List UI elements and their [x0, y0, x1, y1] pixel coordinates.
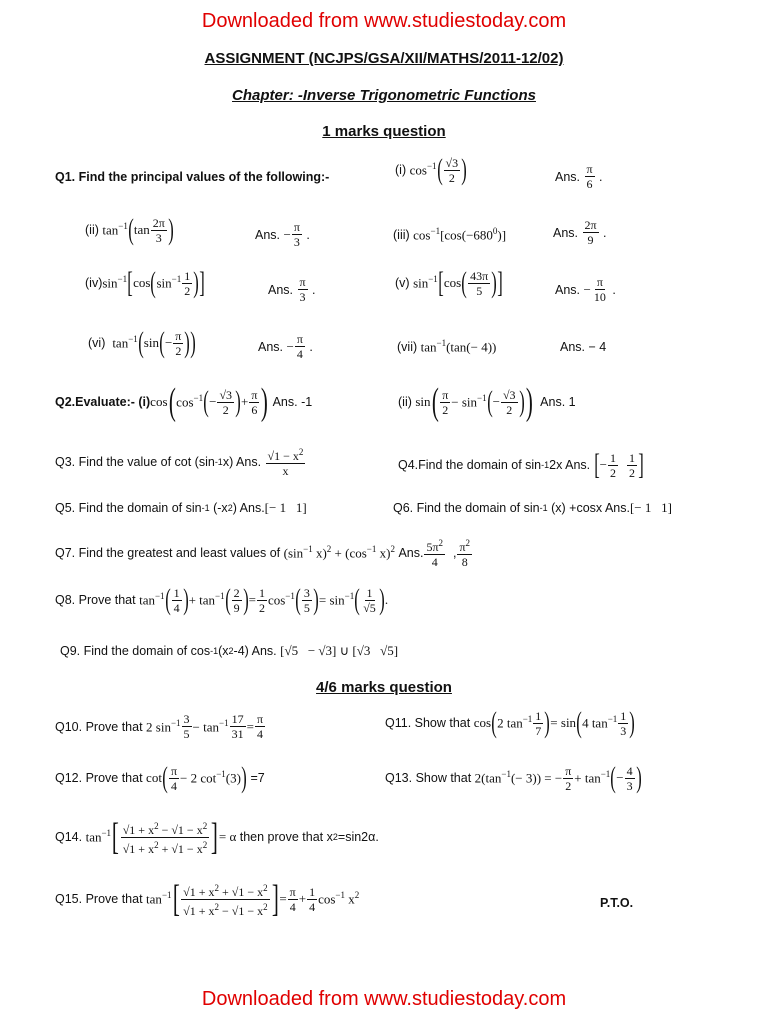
- question-3: Q3. Find the value of cot (sin -1 x) Ans. $\frac{√1 - x^2}{x}$: [55, 447, 304, 478]
- q1-ii-label: (ii): [85, 223, 99, 237]
- answer-label: Ans.: [268, 282, 294, 297]
- section-4-6-marks: 4/6 marks question: [316, 679, 452, 696]
- q9-label-c: -4) Ans.: [233, 644, 277, 658]
- q6-label-b: (x) +cosx Ans.: [551, 501, 630, 515]
- q1-i-label: (i): [395, 163, 407, 177]
- q1-v: (v) $\sin^{-1}$ [ cos ( $\frac{43\pi}{5}$ ) ]: [395, 266, 503, 299]
- chapter-title: Chapter: -Inverse Trigonometric Functions: [232, 87, 536, 104]
- q2-i-answer: Ans. -1: [272, 395, 313, 409]
- q1-iii-label: (iii): [393, 227, 410, 242]
- question-6: Q6. Find the domain of sin -1 (x) +cosx Ans. [− 1 1]: [393, 500, 672, 515]
- answer-label: Ans.: [555, 282, 581, 297]
- q12-label: Q12. Prove that: [55, 771, 143, 785]
- question-5: Q5. Find the domain of sin -1 (-x 2 ) Ans. [− 1 1]: [55, 500, 307, 515]
- q1-vi-label: (vi): [88, 336, 106, 350]
- answer-label: Ans.: [553, 225, 579, 240]
- q1-iv: (iv) $\sin^{-1}$ [ cos ( $\sin^{-1}$ $\frac{1}{2}$ ) ]: [85, 266, 205, 299]
- q1-vii: (vii) $\tan^{-1}(\tan(- 4))$: [397, 338, 497, 355]
- q1-vii-answer: Ans. − 4: [560, 340, 607, 354]
- q2-ii-label: (ii): [398, 395, 412, 409]
- q11-label: Q11. Show that: [385, 716, 471, 730]
- assignment-title: ASSIGNMENT (NCJPS/GSA/XII/MATHS/2011-12/02): [204, 50, 564, 67]
- q5-label-c: ) Ans.: [232, 501, 265, 515]
- download-banner-bottom: Downloaded from www.studiestoday.com: [201, 988, 567, 1010]
- q1-iv-answer: Ans. $\frac{\pi}{3}$ .: [268, 275, 316, 304]
- q7-answer-label: Ans.: [398, 545, 424, 560]
- question-10: Q10. Prove that 2 $\sin^{-1}$ $\frac{3}{5}$ − $\tan^{-1}$ $\frac{17}{31}$ = $\frac{\pi}{4}$: [55, 712, 263, 741]
- question-4: Q4.Find the domain of sin -1 2x Ans. [ − $\frac{1}{2}$ $\frac{1}{2}$ ]: [398, 448, 644, 481]
- q5-label-b: (-x: [213, 501, 228, 515]
- section-1-marks: 1 marks question: [322, 123, 446, 140]
- q3-label-b: x) Ans.: [222, 454, 262, 469]
- q2-ii-answer: Ans. 1: [540, 395, 576, 409]
- q1-ii: (ii) $\tan^{-1}$ ( tan $\frac{2\pi}{3}$ ): [85, 213, 174, 246]
- q2-ii: (ii) sin ( $\frac{\pi}{2}$ − $\sin^{-1}$ ( − $\frac{√3}{2}$ ) ) Ans. 1: [398, 381, 576, 423]
- q1-v-answer: Ans. − $\frac{\pi}{10}$ .: [555, 275, 616, 304]
- pto-note: P.T.O.: [600, 896, 634, 910]
- q1-ii-answer: Ans. − $\frac{\pi}{3}$ .: [255, 220, 310, 249]
- q1-vi: (vi) $\tan^{-1}$ ( sin ( − $\frac{\pi}{2}$ ) ): [88, 326, 197, 359]
- q14-label-c: =sin2α.: [337, 830, 379, 844]
- q1-iv-label: (iv): [85, 276, 103, 290]
- q1-vii-label: (vii): [397, 339, 418, 354]
- q1-iii: (iii) $\cos^{-1}[\cos(-680^0)]$: [393, 226, 507, 243]
- q1-i-answer: Ans. $\frac{\pi}{6}$ .: [555, 162, 603, 191]
- q14-label-b: then prove that x: [239, 830, 333, 844]
- q13-label: Q13. Show that: [385, 771, 472, 785]
- question-7: Q7. Find the greatest and least values of ($\sin^{-1}$ $x)^2 + (\cos^{-1}$ x)$^2$ Ans. $\frac{5\pi^2}{4}$ , $\frac{\pi^2}{8}$: [55, 538, 471, 569]
- q1-i: (i) $\cos^{-1}$ ( $\frac{√3}{2}$ ): [395, 153, 467, 186]
- q14-label: Q14.: [55, 830, 83, 844]
- question-11: Q11. Show that cos ( 2 $\tan^{-1}$ $\frac{1}{7}$ ) = sin ( 4 $\tan^{-1}$ $\frac{1}{3}$ ): [385, 706, 636, 739]
- question-9: Q9. Find the domain of cos -1 (x 2 -4) Ans. [√5 − √3] ∪ [√3 √5]: [60, 643, 399, 658]
- q1-v-label: (v): [395, 276, 410, 290]
- question-1: Q1. Find the principal values of the following:-: [55, 170, 330, 184]
- q6-label: Q6. Find the domain of sin: [393, 501, 540, 515]
- q9-label-b: (x: [218, 644, 229, 658]
- question-8: Q8. Prove that $\tan^{-1}$ ( $\frac{1}{4}$ ) + $\tan^{-1}$ ( $\frac{2}{9}$ ) = $\frac{1}{2}$ $\cos^{-1}$ ( $\frac{3}{5}$ ) = $\sin^{-1}$ ( $\frac{1}{√5}$ ) .: [55, 583, 389, 616]
- q8-label: Q8. Prove that: [55, 593, 136, 607]
- q1-iii-answer: Ans. $\frac{2\pi}{9}$ .: [553, 218, 607, 247]
- question-2: Q2.Evaluate:- (i) cos ( $\cos^{-1}$ ( − $\frac{√3}{2}$ ) + $\frac{\pi}{6}$ ) Ans. -1: [55, 381, 313, 423]
- answer-label: Ans.: [555, 169, 581, 184]
- q5-label: Q5. Find the domain of sin: [55, 501, 202, 515]
- q15-label: Q15. Prove that: [55, 892, 143, 906]
- q9-label: Q9. Find the domain of cos: [60, 644, 211, 658]
- q12-equals: =7: [250, 771, 265, 785]
- q7-label: Q7. Find the greatest and least values of: [55, 545, 281, 560]
- question-12: Q12. Prove that cot ( $\frac{\pi}{4}$ − 2 $\cot^{-1}(3)$ ) =7: [55, 761, 265, 794]
- question-13: Q13. Show that $2(\tan^{-1}(- 3))$ = − $\frac{\pi}{2}$ + $\tan^{-1}$ ( − $\frac{4}{3}$ ): [385, 761, 642, 794]
- question-15: Q15. Prove that $\tan^{-1}$ [ $\frac{√1 + x^2 + √1 - x^2}{√1 + x^2 - √1 - x^2}$ ] = $\frac{\pi}{4}$ + $\frac{1}{4}$ $\cos^{-1} x^2$: [55, 878, 360, 920]
- question-14: Q14. $\tan^{-1}$ [ $\frac{√1 + x^2 - √1 - x^2}{√1 + x^2 + √1 - x^2}$ ] = α then prove that x 2 =sin2α.: [55, 816, 379, 858]
- q4-label: Q4.Find the domain of sin: [398, 458, 542, 472]
- answer-label: Ans.: [255, 227, 281, 242]
- download-banner-top: Downloaded from www.studiestoday.com: [201, 10, 567, 32]
- q1-vi-answer: Ans. − $\frac{\pi}{4}$ .: [258, 332, 313, 361]
- q4-label-b: 2x Ans.: [549, 458, 591, 472]
- answer-label: Ans.: [258, 339, 284, 354]
- q3-label: Q3. Find the value of cot (sin: [55, 454, 215, 469]
- q10-label: Q10. Prove that: [55, 719, 143, 734]
- q2-label: Q2.Evaluate:- (i): [55, 395, 151, 409]
